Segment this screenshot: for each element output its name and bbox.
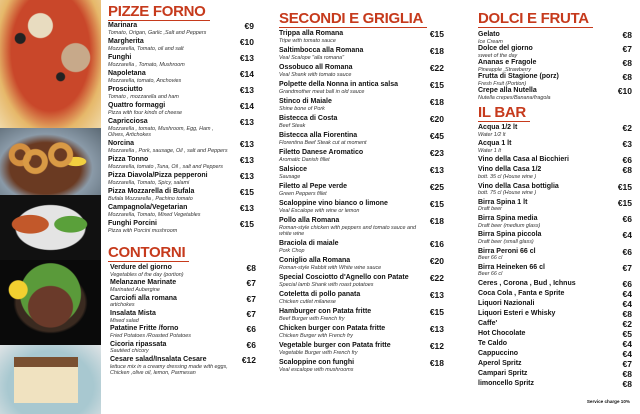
menu-item <box>279 257 444 271</box>
item-price: €13 <box>429 324 444 335</box>
item-name: Salsicce <box>279 166 308 173</box>
menu-item <box>110 295 256 309</box>
menu-item <box>478 124 632 138</box>
menu-item <box>279 98 444 112</box>
item-name: Cicoria ripassata <box>110 340 167 348</box>
item-price: €8 <box>622 72 632 83</box>
menu-item <box>279 342 444 356</box>
item-name: Aperol Spritz <box>478 360 522 368</box>
item-name: Crepe alla Nutella <box>478 87 537 95</box>
item-price: €7 <box>622 262 632 273</box>
item-description: Pizza with Porcini mushroom <box>108 227 178 234</box>
menu-item <box>279 308 444 322</box>
item-description: Pizza with four kinds of cheese <box>108 109 183 116</box>
item-price: €15 <box>429 80 444 90</box>
item-description: Draft beer <box>478 206 502 213</box>
item-price: €6 <box>622 246 632 257</box>
item-name: Special Cosciotto d'Agnello con Patate <box>279 274 409 282</box>
item-description: Mozzarella , Pork, sausage, Oil , salt and Peppers <box>108 147 228 154</box>
item-price: €8 <box>622 58 632 69</box>
item-description: Grandmother meat ball in old sauce <box>279 88 365 95</box>
item-price: €13 <box>239 53 254 63</box>
item-description: Chicken Burger with French fry <box>279 332 353 339</box>
item-name: Coniglio alla Romana <box>279 257 351 265</box>
item-price: €7 <box>622 359 632 370</box>
item-price: €20 <box>429 114 444 124</box>
menu-item <box>478 59 632 73</box>
menu-item <box>478 320 632 328</box>
item-price: €15 <box>429 307 444 318</box>
item-price: €8 <box>622 369 632 380</box>
item-description: Florentina Beef Steak cut at moment <box>279 139 367 146</box>
menu-item <box>478 156 632 164</box>
item-name: Cesare salad/Insalata Cesare <box>110 355 207 363</box>
item-name: Funghi Porcini <box>108 220 157 228</box>
item-name: Trippa alla Romana <box>279 30 344 37</box>
item-name: Hot Chocolate <box>478 330 526 338</box>
item-price: €7 <box>246 308 256 319</box>
item-price: €12 <box>241 354 256 365</box>
item-description: Pineapple ,Strawberry <box>478 66 532 73</box>
item-description: Sausage <box>279 173 301 180</box>
item-name: Filetto al Pepe verde <box>279 183 348 190</box>
menu-item <box>108 140 254 154</box>
item-price: €5 <box>622 329 632 340</box>
item-name: Chicken burger con Patata fritte <box>279 325 386 333</box>
menu-item <box>478 231 632 245</box>
menu-item <box>279 240 444 254</box>
menu-item <box>279 200 444 214</box>
item-price: €15 <box>429 29 444 39</box>
item-description: bott. 75 cl (House wine ) <box>478 190 537 197</box>
menu-item <box>478 166 632 180</box>
item-price: €4 <box>622 289 632 299</box>
item-name: Napoletana <box>108 70 146 77</box>
menu-item <box>478 330 632 338</box>
item-name: Funghi <box>108 54 132 61</box>
menu-item <box>108 38 254 52</box>
item-name: Verdure del giorno <box>110 264 172 271</box>
fried-calamari-photo <box>0 128 101 195</box>
item-description: Tomato , mozzarella and ham <box>108 93 179 100</box>
item-description: Aromatic Danish fillet <box>279 156 330 163</box>
item-name: Coca Cola , Fanta e Sprite <box>478 290 565 297</box>
menu-item <box>279 274 444 288</box>
item-name: Birra Spina media <box>478 215 538 223</box>
item-description: Veal escalope with mushrooms <box>279 366 354 373</box>
item-description: Ice Cream <box>478 38 503 45</box>
item-description: Mozzarella, tomato, Anchovies <box>108 77 182 84</box>
item-price: €13 <box>429 290 444 301</box>
item-name: Pizza Mozzarella di Bufala <box>108 188 195 196</box>
dolci-list <box>478 31 632 101</box>
pizza-photo <box>0 0 101 128</box>
item-description: Tomato, Origan, Garlic ,Salt and Peppers <box>108 29 207 36</box>
section-title-pizze: PIZZE FORNO <box>108 4 210 21</box>
menu-item <box>279 359 444 373</box>
item-description: Roman-style Rabbit with White wine sauce <box>279 264 382 271</box>
item-description: Beef Steak <box>279 122 306 129</box>
item-description: Veal Scalope "alla romana" <box>279 54 345 61</box>
tiramisu-photo <box>0 345 101 414</box>
item-name: Ossobuco all Romana <box>279 64 353 71</box>
item-price: €14 <box>239 69 254 79</box>
menu-item <box>108 70 254 84</box>
item-name: Vino della Casa 1/2 <box>478 166 542 174</box>
item-price: €15 <box>617 197 632 208</box>
menu-item <box>108 220 254 234</box>
item-name: Te Caldo <box>478 340 508 348</box>
section-title-secondi: SECONDI E GRIGLIA <box>279 11 427 28</box>
item-price: €13 <box>429 165 444 175</box>
item-description: Mozzarella, tomato ,Tuna, Oil , salt and Peppers <box>108 163 223 170</box>
item-price: €15 <box>239 187 254 198</box>
item-description: Mozzarella , tomato, Mushroom, Egg, Ham , Olives, Artichokes <box>108 125 214 138</box>
item-description: sweet of the day <box>478 52 518 59</box>
item-name: Capricciosa <box>108 118 148 125</box>
menu-item <box>478 350 632 358</box>
item-description: lettuce mix in a creamy dressing made with eggs, Chicken ,olive oil, lemon, Parmesan <box>110 363 228 376</box>
item-price: €13 <box>239 155 254 166</box>
menu-item <box>478 183 632 197</box>
item-price: €2 <box>622 319 632 330</box>
menu-item <box>279 47 444 61</box>
food-photo-strip <box>0 0 101 414</box>
menu-item <box>110 279 256 293</box>
item-description: Beer 66 cl <box>478 255 503 262</box>
item-name: Dolce del giorno <box>478 45 533 53</box>
menu-item <box>279 30 444 44</box>
item-price: €15 <box>617 181 632 192</box>
menu-item <box>478 280 632 288</box>
item-name: Polpette della Nonna in antica salsa <box>279 81 399 88</box>
item-price: €8 <box>622 30 632 40</box>
item-description: Nutella crepes/Banana/fragola <box>478 94 551 101</box>
item-price: €8 <box>246 263 256 273</box>
menu-item <box>108 22 254 36</box>
menu-item <box>108 188 254 202</box>
item-price: €18 <box>429 46 444 56</box>
item-price: €23 <box>429 148 444 158</box>
item-name: Marinara <box>108 22 138 29</box>
item-price: €6 <box>622 155 632 166</box>
menu-item <box>110 356 256 376</box>
menu-item <box>478 370 632 378</box>
menu-item <box>110 264 256 278</box>
menu-item <box>478 340 632 348</box>
item-price: €25 <box>429 182 444 192</box>
item-name: Saltimbocca alla Romana <box>279 47 364 54</box>
item-price: €10 <box>239 37 254 47</box>
item-description: Tripe with tomato sauce <box>279 37 336 44</box>
menu-item <box>478 380 632 388</box>
item-price: €6 <box>622 278 632 289</box>
item-name: Pizza Diavola/Pizza pepperoni <box>108 172 208 180</box>
chicken-plate-photo <box>0 195 101 260</box>
item-name: Campari Spritz <box>478 370 528 378</box>
menu-item <box>478 31 632 45</box>
item-price: €8 <box>622 379 632 390</box>
item-price: €4 <box>622 299 632 310</box>
item-description: Sautéed chicory <box>110 348 149 355</box>
menu-item <box>478 310 632 318</box>
item-price: €18 <box>429 358 444 369</box>
menu-item <box>110 341 256 355</box>
menu-item <box>108 156 254 170</box>
item-price: €10 <box>617 86 632 97</box>
item-description: Fried Potatoes /Roasted Potatoes <box>110 332 191 339</box>
item-name: Coteletta di pollo panata <box>279 291 361 299</box>
item-name: Birra Peroni 66 cl <box>478 247 536 255</box>
item-price: €13 <box>239 85 254 95</box>
item-name: Hamburger con Patata fritte <box>279 308 372 316</box>
item-description: Vegetable Burger with French fry <box>279 349 358 356</box>
item-description: Veal Escalope with wine or lemon <box>279 207 360 214</box>
menu-item <box>478 215 632 229</box>
menu-item <box>279 149 444 163</box>
item-description: Beef Burger with French fry <box>279 315 345 322</box>
item-price: €7 <box>622 44 632 55</box>
section-title-bar: IL BAR <box>478 105 530 122</box>
item-description: Marinated Aubergine <box>110 286 160 293</box>
item-name: Frutta di Stagione (porz) <box>478 73 559 81</box>
menu-item <box>279 132 444 146</box>
item-name: Norcina <box>108 140 135 148</box>
item-description: Green Peppers fillet <box>279 190 327 197</box>
pizze-list <box>108 22 254 234</box>
item-price: €6 <box>622 214 632 225</box>
item-price: €12 <box>429 341 444 352</box>
bar-list <box>478 124 632 388</box>
menu-item <box>108 204 254 218</box>
item-description: artichokes <box>110 302 135 309</box>
item-price: €18 <box>429 216 444 226</box>
item-price: €20 <box>429 256 444 267</box>
menu-item <box>110 325 256 339</box>
menu-item <box>279 217 444 237</box>
item-price: €22 <box>429 63 444 73</box>
item-name: Liquori Nazionali <box>478 300 535 308</box>
menu-item <box>108 172 254 186</box>
menu-item <box>110 310 256 324</box>
item-price: €14 <box>239 101 254 111</box>
item-description: Vegetables of the day (portion) <box>110 271 184 278</box>
item-name: Birra Heineken 66 cl <box>478 263 545 271</box>
item-price: €6 <box>246 339 256 350</box>
item-name: Scaloppine con funghi <box>279 359 355 367</box>
item-name: Cappuccino <box>478 350 519 358</box>
menu-item <box>279 64 444 78</box>
item-price: €4 <box>622 230 632 241</box>
item-price: €6 <box>246 324 256 335</box>
menu-item <box>478 87 632 101</box>
item-name: Vino della Casa al Bicchieri <box>478 156 569 164</box>
item-name: Acqua 1/2 lt <box>478 124 518 131</box>
section-title-dolci: DOLCI E FRUTA <box>478 11 593 28</box>
item-price: €15 <box>239 219 254 230</box>
item-price: €2 <box>622 123 632 133</box>
item-name: Margherita <box>108 38 144 45</box>
menu-item <box>478 73 632 87</box>
item-description: Pork Chop <box>279 247 305 254</box>
item-name: Braciola di maiale <box>279 240 339 248</box>
item-name: Gelato <box>478 31 500 38</box>
item-name: Bistecca alla Fiorentina <box>279 132 358 139</box>
item-price: €7 <box>246 278 256 289</box>
item-description: Special lamb Shank with roast potatoes <box>279 281 374 288</box>
section-title-contorni: CONTORNI <box>108 245 189 262</box>
item-name: limoncello Spritz <box>478 380 535 388</box>
menu-item <box>108 102 254 116</box>
item-price: €3 <box>622 139 632 150</box>
item-price: €4 <box>622 349 632 360</box>
item-name: Stinco di Maiale <box>279 98 332 105</box>
item-name: Campagnola/Vegetarian <box>108 204 188 212</box>
item-description: Mozzarella, Tomato, Mixed Vegetables <box>108 211 201 218</box>
item-description: Roman-style chicken with peppers and tomato sauce and white wine <box>279 224 416 237</box>
item-name: Prosciutto <box>108 86 143 93</box>
menu-item <box>108 54 254 68</box>
item-name: Filetto Danese Aromatico <box>279 149 364 156</box>
menu-item <box>279 81 444 95</box>
item-price: €8 <box>622 309 632 320</box>
item-description: Mozzarella, Tomato, oil and salt <box>108 45 184 52</box>
service-charge-note: Service charge 10% <box>586 399 630 404</box>
item-name: Caffe' <box>478 320 498 328</box>
contorni-list <box>110 264 256 376</box>
item-name: Birra Spina piccola <box>478 231 542 239</box>
menu-item <box>108 86 254 100</box>
item-description: Water 1/2 lt <box>478 131 506 138</box>
item-price: €13 <box>239 203 254 214</box>
steak-plate-photo <box>0 260 101 345</box>
item-description: Mozzarella , Tomato, Mushroom <box>108 61 185 68</box>
item-name: Pizza Tonno <box>108 156 149 164</box>
item-name: Scaloppine vino bianco o limone <box>279 200 388 207</box>
item-name: Liquori Esteri e Whisky <box>478 310 556 318</box>
item-name: Acqua 1 lt <box>478 140 512 148</box>
item-price: €22 <box>429 273 444 284</box>
item-name: Birra Spina 1 lt <box>478 198 528 206</box>
item-name: Vino della Casa bottiglia <box>478 182 559 190</box>
menu-item <box>279 115 444 129</box>
item-description: Mozzarella, Tomato, Spicy, salami <box>108 179 190 186</box>
menu-item <box>279 183 444 197</box>
item-price: €13 <box>239 117 254 127</box>
item-price: €16 <box>429 239 444 250</box>
item-description: Water 1 lt <box>478 147 501 154</box>
item-name: Ceres , Corona , Bud , Ichnus <box>478 279 576 287</box>
menu-item <box>108 118 254 138</box>
item-name: Ananas e Fragole <box>478 59 537 67</box>
menu-item <box>478 199 632 213</box>
item-name: Bistecca di Costa <box>279 115 338 122</box>
item-description: Bufala Mozzarella , Pachino tomato <box>108 195 193 202</box>
item-name: Patatine Fritte /forno <box>110 325 179 333</box>
item-description: Draft beer (small glass) <box>478 238 534 245</box>
menu-item <box>279 166 444 180</box>
menu-item <box>279 291 444 305</box>
item-description: Draft beer (medium glass) <box>478 222 541 229</box>
item-price: €18 <box>429 97 444 107</box>
item-price: €13 <box>239 139 254 150</box>
item-description: Veal Shank with tomato sauce <box>279 71 352 78</box>
item-name: Carciofi alla romana <box>110 294 177 302</box>
item-name: Insalata Mista <box>110 309 156 317</box>
item-price: €9 <box>244 21 254 31</box>
menu-item <box>478 140 632 154</box>
menu-item <box>478 300 632 308</box>
menu-item <box>478 264 632 278</box>
item-price: €13 <box>239 171 254 182</box>
item-name: Melanzane Marinate <box>110 279 177 287</box>
item-price: €8 <box>622 165 632 176</box>
item-name: Pollo alla Romana <box>279 217 340 224</box>
menu-item <box>279 325 444 339</box>
item-price: €15 <box>429 199 444 209</box>
menu-item <box>478 360 632 368</box>
item-description: Chicken cutlet milanese <box>279 298 336 305</box>
item-description: Mixed salad <box>110 317 139 324</box>
item-price: €4 <box>622 339 632 350</box>
secondi-list <box>279 30 444 373</box>
item-name: Quattro formaggi <box>108 102 166 109</box>
menu-item <box>478 248 632 262</box>
item-price: €7 <box>246 293 256 304</box>
item-name: Vegetable burger con Patata fritte <box>279 342 391 350</box>
menu-item <box>478 290 632 298</box>
item-description: Fresh Fruit (Portion) <box>478 80 527 87</box>
item-description: Shine bone of Pork <box>279 105 325 112</box>
item-description: Beer 66 cl <box>478 271 503 278</box>
item-description: bott. 35 cl (House wine ) <box>478 174 537 181</box>
item-price: €45 <box>429 131 444 141</box>
menu-item <box>478 45 632 59</box>
